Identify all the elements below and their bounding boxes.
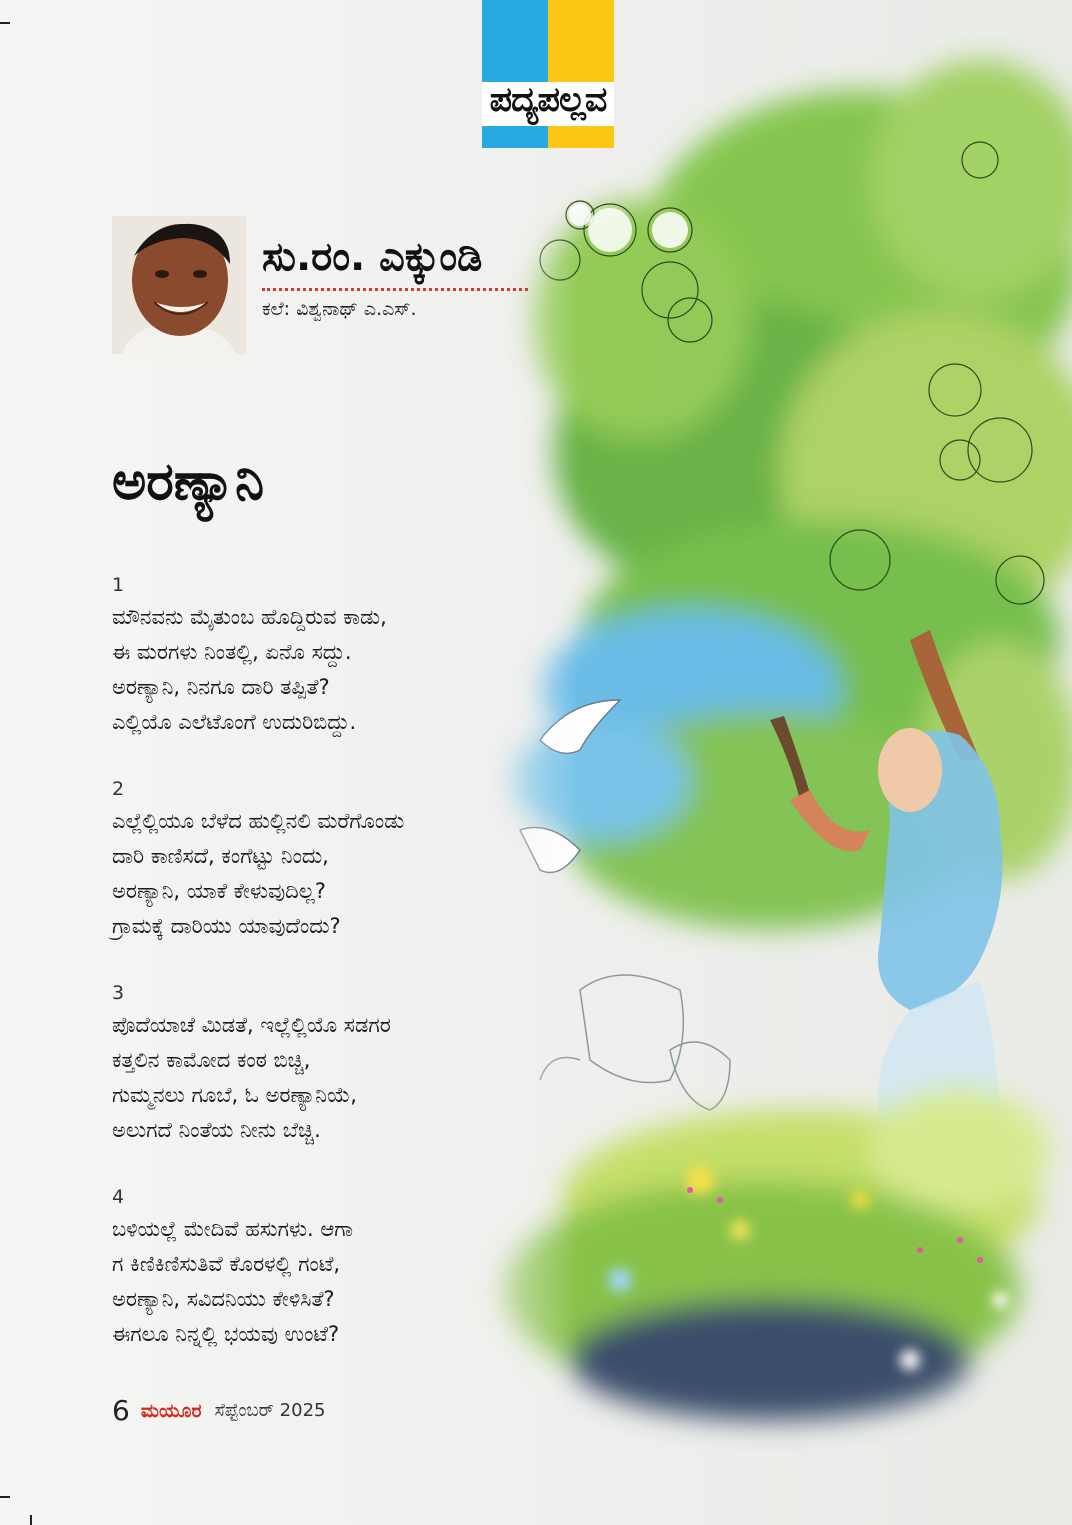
badge-blue-block — [482, 0, 548, 84]
badge-blue-block — [482, 126, 548, 148]
poem-line: ಅಲುಗದೆ ನಿಂತೆಯ ನೀನು ಬೆಚ್ಚಿ. — [112, 1118, 321, 1142]
poem-line: ದಾರಿ ಕಾಣಿಸದೆ, ಕಂಗೆಟ್ಟು ನಿಂದು, — [112, 844, 329, 868]
stanza — [112, 570, 512, 774]
poem-line: ಎಲ್ಲಿಯೊ ಎಲೆಟೊಂಗೆ ಉದುರಿಬಿದ್ದು. — [112, 710, 357, 734]
poem-line: ಎಲ್ಲೆಲ್ಲಿಯೂ ಬೆಳೆದ ಹುಲ್ಲಿನಲಿ ಮರೆಗೊಂಡು — [112, 809, 405, 833]
stanza — [112, 774, 512, 978]
forest-illustration — [440, 0, 1072, 1525]
poem-line: ಗುಮ್ಮನಲು ಗೂಬೆ, ಓ ಅರಣ್ಯಾನಿಯೆ, — [112, 1083, 357, 1107]
poem-line: ಕತ್ತಲಿನ ಕಾಮೋದ ಕಂಠ ಬಿಚ್ಚಿ, — [112, 1048, 311, 1072]
poem-line: ಅರಣ್ಯಾನಿ, ನಿನಗೂ ದಾರಿ ತಪ್ಪಿತೆ? — [112, 675, 330, 699]
badge-yellow-block — [548, 0, 614, 84]
section-label: ಪದ್ಯಪಲ್ಲವ — [489, 80, 607, 120]
author-photo — [112, 216, 246, 354]
stanza-number: 3 — [112, 982, 125, 1004]
crop-mark — [0, 1496, 10, 1498]
badge-yellow-block — [548, 126, 614, 148]
poem-line: ಈ ಮರಗಳು ನಿಂತಲ್ಲಿ, ಏನೊ ಸದ್ದು. — [112, 640, 352, 664]
poem-line: ಬಳಿಯಲ್ಲೆ ಮೇದಿವೆ ಹಸುಗಳು. ಆಗಾ — [112, 1217, 354, 1241]
page-footer — [112, 1394, 326, 1427]
issue-date: ಸೆಪ್ಟೆಂಬರ್ 2025 — [214, 1400, 326, 1421]
poem-line: ಪೊದೆಯಾಚೆ ಮಿಡತೆ, ಇಲ್ಲೆಲ್ಲಿಯೊ ಸಡಗರ — [112, 1013, 391, 1037]
stanza — [112, 978, 512, 1182]
stanza-number: 2 — [112, 778, 125, 800]
poem-line: ಗ ಕಿಣಿಕಿಣಿಸುತಿವೆ ಕೊರಳಲ್ಲಿ ಗಂಟೆ, — [112, 1252, 341, 1276]
poem-title: ಅರಣ್ಯಾನಿ — [112, 452, 264, 512]
poem-line: ಈಗಲೂ ನಿನ್ನಲ್ಲಿ ಭಯವು ಉಂಟೆ? — [112, 1322, 340, 1346]
section-badge — [482, 0, 614, 148]
poem-body — [112, 570, 512, 1386]
magazine-logo: ಮಯೂರ — [140, 1399, 202, 1422]
poem-line: ಅರಣ್ಯಾನಿ, ಯಾಕೆ ಕೇಳುವುದಿಲ್ಲ? — [112, 879, 326, 903]
author-name: ಸು.ರಂ. ಎಕ್ಕುಂಡಿ — [262, 234, 483, 280]
poem-line: ಅರಣ್ಯಾನಿ, ಸವಿದನಿಯು ಕೇಳಿಸಿತೆ? — [112, 1287, 335, 1311]
poem-line: ಮೌನವನು ಮೈತುಂಬ ಹೊದ್ದಿರುವ ಕಾಡು, — [112, 605, 387, 629]
stanza-number: 4 — [112, 1186, 125, 1208]
crop-mark — [30, 1515, 32, 1525]
crop-mark — [0, 22, 10, 24]
page-number: 6 — [112, 1394, 130, 1427]
poem-line: ಗ್ರಾಮಕ್ಕೆ ದಾರಿಯು ಯಾವುದೆಂದು? — [112, 914, 341, 938]
stanza-number: 1 — [112, 574, 125, 596]
dotted-divider — [262, 288, 528, 291]
illustration-credit: ಕಲೆ: ವಿಶ್ವನಾಥ್ ಎ.ಎಸ್. — [262, 298, 417, 320]
stanza — [112, 1182, 512, 1386]
